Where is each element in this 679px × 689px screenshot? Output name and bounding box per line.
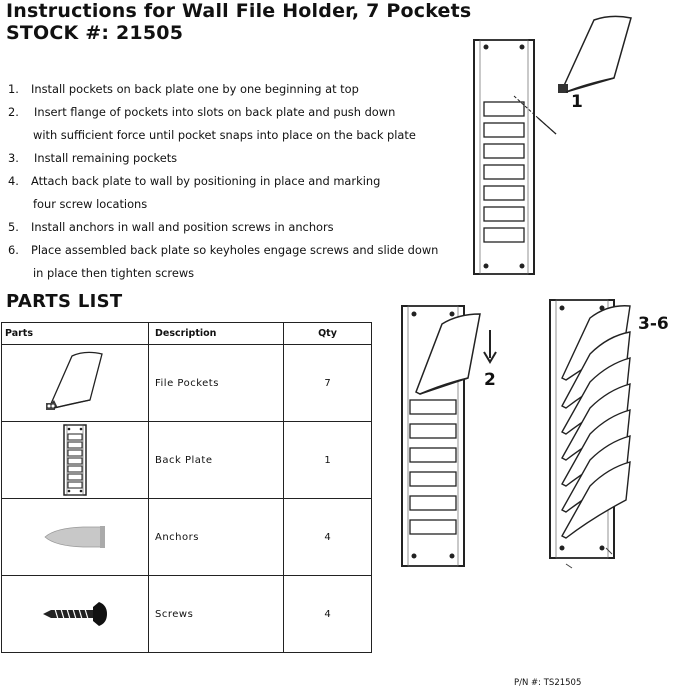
part-image-cell (2, 422, 149, 499)
part-image-cell (2, 576, 149, 653)
instruction-step: 6. Place assembled back plate so keyholes engage screws and slide down (8, 243, 439, 257)
part-qty: 4 (284, 576, 372, 653)
part-description: Anchors (149, 499, 284, 576)
instruction-step: 4. Attach back plate to wall by positioning in place and marking (8, 174, 381, 188)
part-qty: 4 (284, 499, 372, 576)
part-description: File Pockets (149, 345, 284, 422)
instruction-step-continued: with sufficient force until pocket snaps into place on the back plate (33, 128, 416, 142)
instruction-step: 1. Install pockets on back plate one by one beginning at top (8, 82, 359, 96)
instruction-step: 3. Install remaining pockets (8, 151, 178, 165)
header-qty: Qty (284, 323, 372, 345)
part-qty: 1 (284, 422, 372, 499)
table-row (2, 422, 372, 499)
instruction-step: 2. Insert flange of pockets into slots on back plate and push down (8, 105, 396, 119)
screw-icon (41, 599, 109, 629)
header-parts: Parts (2, 323, 149, 345)
diagram-step-1 (466, 14, 636, 276)
table-row (2, 499, 372, 576)
parts-table (1, 322, 372, 653)
table-row (2, 576, 372, 653)
diagram-step-3-6 (546, 296, 641, 570)
part-image-cell (2, 499, 149, 576)
instruction-steps (8, 78, 453, 285)
part-description: Screws (149, 576, 284, 653)
part-qty: 7 (284, 345, 372, 422)
page-title: Instructions for Wall File Holder, 7 Pockets (6, 0, 472, 22)
parts-list-title: PARTS LIST (6, 291, 123, 312)
stock-number: STOCK #: 21505 (6, 22, 184, 44)
table-row (2, 345, 372, 422)
instruction-step: 5. Install anchors in wall and position screws in anchors (8, 220, 334, 234)
header-description: Description (149, 323, 284, 345)
step-3-6-label: 3-6 (638, 314, 669, 334)
part-image-cell (2, 345, 149, 422)
instruction-step-continued: in place then tighten screws (33, 266, 195, 280)
diagram-step-2 (398, 302, 488, 570)
instruction-step-continued: four screw locations (33, 197, 148, 211)
step-1-label: 1 (571, 92, 583, 112)
part-number: P/N #: TS21505 (514, 678, 582, 688)
anchor-icon (43, 525, 107, 549)
back-plate-icon (60, 424, 90, 496)
part-description: Back Plate (149, 422, 284, 499)
step-2-label: 2 (484, 370, 496, 390)
table-header-row (2, 323, 372, 345)
file-pocket-icon (40, 348, 110, 418)
